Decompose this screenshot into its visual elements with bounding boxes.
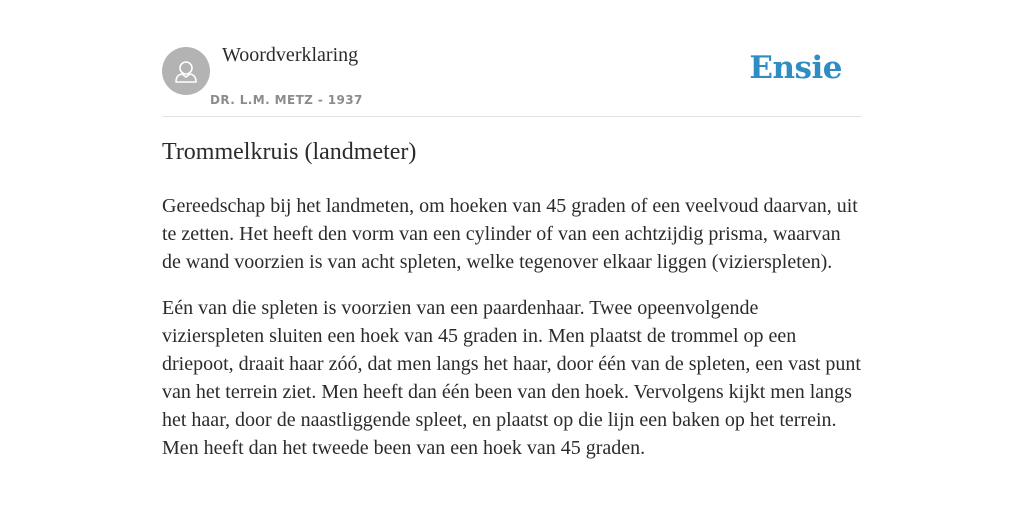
entry-paragraph: Gereedschap bij het landmeten, om hoeken van 45 graden of een veelvoud daarvan, uit te zetten. Het heeft den vorm van een cylinder of van een achtzijdig prisma, waarvan de wand voorzien is van acht spleten, welke tegenover elkaar liggen (vizierspleten).	[162, 195, 858, 273]
entry-title: Trommelkruis (landmeter)	[162, 139, 417, 165]
entry-paragraph: Eén van die spleten is voorzien van een paardenhaar. Twee opeenvolgende vizierspleten sluiten een hoek van 45 graden in. Men plaatst de trommel op een driepoot, draait haar zóó, dat men langs het haar, door één van de spleten, een vast punt van het terrein ziet. Men heeft dan één been van den hoek. Vervolgens kijkt men langs het haar, door de naastliggende spleet, en plaatst op die lijn een baken op het terrein. Men heeft dan het tweede been van een hoek van 45 graden.	[162, 297, 861, 459]
source-label[interactable]: DR. L.M. METZ - 1937	[210, 93, 363, 107]
user-icon	[162, 47, 210, 95]
author-avatar[interactable]	[162, 47, 210, 95]
header	[162, 0, 862, 117]
ensie-logo[interactable]: Ensie	[749, 50, 842, 86]
category-label[interactable]: Woordverklaring	[222, 44, 359, 66]
entry-body	[162, 192, 862, 480]
